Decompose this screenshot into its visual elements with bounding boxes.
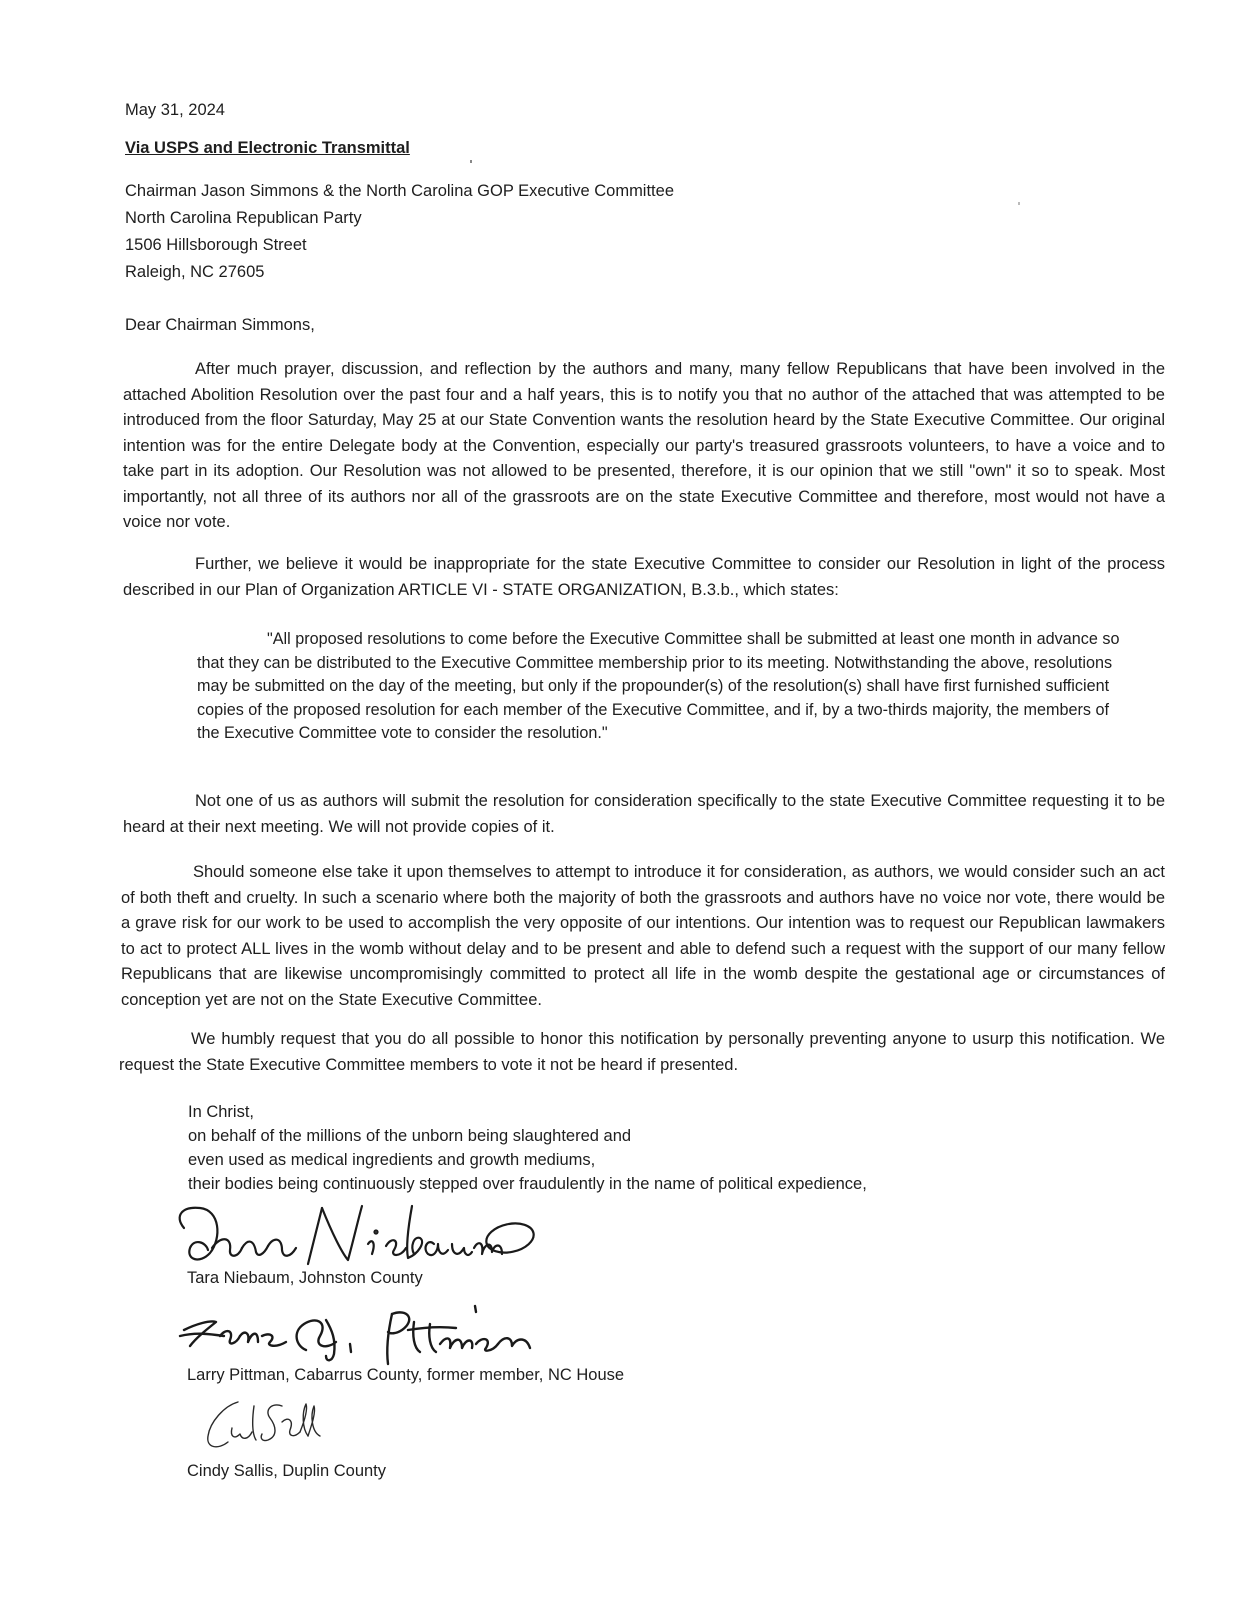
- recipient-line-3: 1506 Hillsborough Street: [125, 236, 307, 254]
- delivery-method: Via USPS and Electronic Transmittal: [125, 139, 410, 157]
- quote-text: "All proposed resolutions to come before the Executive Committee shall be submitted at least one month in advance so that they can be distributed to the Executive Committee membership prior to its meeting. Notwithstanding the above, resolutions may be submitted on the day of the meeting, but only if the propounder(s) of the resolution(s) shall have first furnished sufficient copies of the proposed resolution for each member of the Executive Committee, and if, by a two-thirds majority, the members of the Executive Committee vote to consider the resolution.": [197, 630, 1120, 742]
- body-paragraph-2-text: Further, we believe it would be inappropriate for the state Executive Committee to consider our Resolution in light of the process described in our Plan of Organization ARTICLE VI - STATE ORGANIZATION, B.3.b., which states:: [123, 555, 1165, 599]
- scan-speck: [1018, 202, 1020, 205]
- closing-line-2: on behalf of the millions of the unborn being slaughtered and: [188, 1127, 632, 1145]
- body-paragraph-3-text: Not one of us as authors will submit the resolution for consideration specifically to the state Executive Committee requesting it to be heard at their next meeting. We will not provide copies of it.: [123, 792, 1165, 836]
- closing-line-4: their bodies being continuously stepped over fraudulently in the name of political expedience,: [188, 1175, 867, 1193]
- scan-speck: [470, 160, 472, 163]
- closing-line-1: In Christ,: [188, 1103, 255, 1121]
- body-paragraph-4-text: Should someone else take it upon themselves to attempt to introduce it for consideration, as authors, we would consider such an act of both theft and cruelty. In such a scenario where both the majority of both the grassroots and authors have no voice nor vote, there would be a grave risk for our work to be used to accomplish the very opposite of our intentions. Our intention was to request our Republican lawmakers to act to protect ALL lives in the womb without delay and to be present and able to defend such a request with the support of our many fellow Republicans that are likewise uncompromisingly committed to protect all life in the womb despite the gestational age or circumstances of conception yet are not on the State Executive Committee.: [121, 863, 1165, 1009]
- body-paragraph-5: [119, 1027, 1165, 1078]
- body-paragraph-1: [123, 357, 1165, 536]
- signature-tara-niebaum: [172, 1198, 542, 1276]
- body-paragraph-3: [123, 789, 1165, 840]
- signature-larry-pittman: [176, 1302, 576, 1368]
- signatory-name-1: Tara Niebaum, Johnston County: [187, 1269, 423, 1287]
- signatory-name-3: Cindy Sallis, Duplin County: [187, 1462, 387, 1480]
- body-paragraph-1-text: After much prayer, discussion, and reflection by the authors and many, many fellow Republicans that have been involved in the attached Abolition Resolution over the past four and a half years, this is to notify you that no author of the attached that was attempted to be introduced from the floor Saturday, May 25 at our State Convention wants the resolution heard by the State Executive Committee. Our original intention was for the entire Delegate body at the Convention, especially our party's treasured grassroots volunteers, to have a voice and to take part in its adoption. Our Resolution was not allowed to be presented, therefore, it is our opinion that we still "own" it so to speak. Most importantly, not all three of its authors nor all of the grassroots are on the state Executive Committee and therefore, most would not have a voice nor vote.: [123, 360, 1165, 531]
- body-paragraph-2: [123, 552, 1165, 603]
- signatory-name-2: Larry Pittman, Cabarrus County, former member, NC House: [187, 1366, 625, 1384]
- body-paragraph-4: [121, 860, 1165, 1013]
- recipient-line-1: Chairman Jason Simmons & the North Carolina GOP Executive Committee: [125, 182, 674, 200]
- recipient-line-2: North Carolina Republican Party: [125, 209, 362, 227]
- letter-date: May 31, 2024: [125, 101, 225, 119]
- body-paragraph-5-text: We humbly request that you do all possible to honor this notification by personally preventing anyone to usurp this notification. We request the State Executive Committee members to vote it not be heard if presented.: [119, 1030, 1165, 1074]
- closing-line-3: even used as medical ingredients and growth mediums,: [188, 1151, 596, 1169]
- plan-of-organization-quote: [197, 628, 1127, 746]
- salutation: Dear Chairman Simmons,: [125, 316, 315, 334]
- recipient-line-4: Raleigh, NC 27605: [125, 263, 265, 281]
- signature-cindy-sallis: [198, 1392, 338, 1456]
